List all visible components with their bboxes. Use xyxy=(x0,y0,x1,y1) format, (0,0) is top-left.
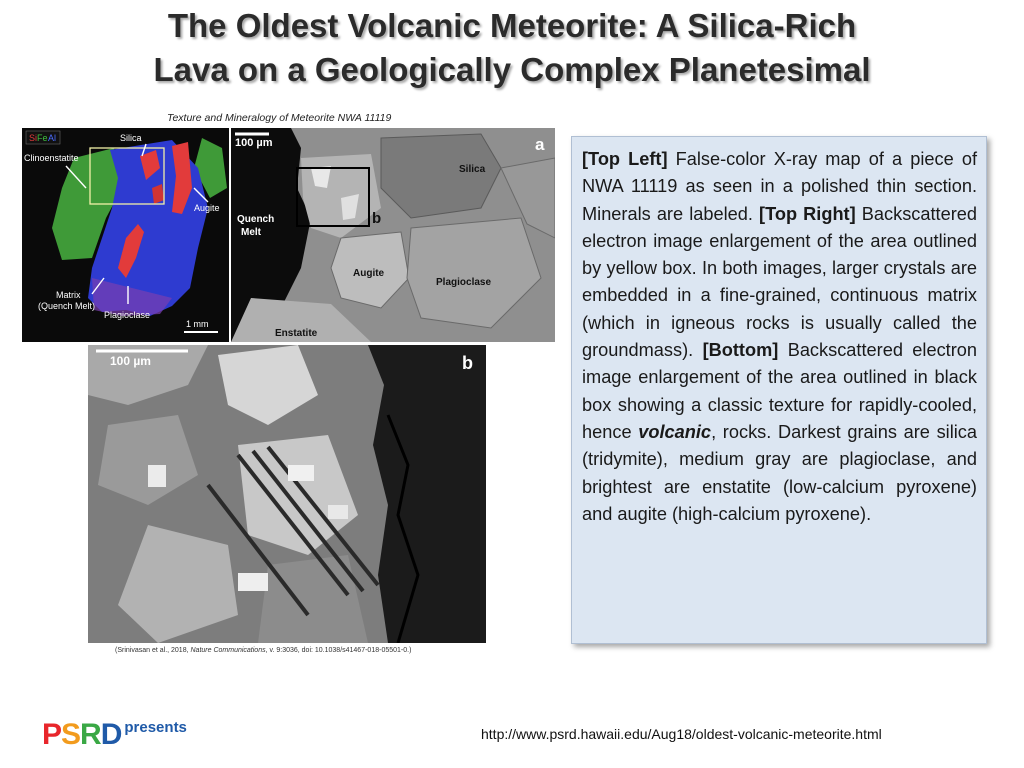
citation-journal: Nature Communications xyxy=(190,647,266,654)
legend-al: Al xyxy=(48,133,57,143)
legend-si: Si xyxy=(29,133,38,143)
description-text xyxy=(582,146,977,528)
title-line-1: The Oldest Volcanic Meteorite: A Silica-Rich xyxy=(167,7,857,44)
logo-letter-r: R xyxy=(80,718,101,751)
panel-letter-b: b xyxy=(462,353,473,373)
bse-enlargement-image xyxy=(231,128,555,342)
label-silica: Silica xyxy=(120,133,142,143)
psrd-logo[interactable] xyxy=(42,718,187,752)
label-melt: Melt xyxy=(241,227,261,238)
label-plagioclase-bse: Plagioclase xyxy=(436,277,492,288)
scale-bar-1mm: 1 mm xyxy=(186,319,209,329)
label-augite-bse: Augite xyxy=(353,268,385,279)
bse-detail-image xyxy=(88,345,486,643)
xray-map-image xyxy=(22,128,229,342)
title-line-2: Lava on a Geologically Complex Planetesimal xyxy=(153,51,871,88)
legend-fe: Fe xyxy=(37,133,48,143)
description-box xyxy=(571,136,987,644)
logo-letter-d: D xyxy=(100,718,122,751)
label-b-marker: b xyxy=(372,210,382,227)
label-quench: Quench xyxy=(237,214,275,225)
scale-bar-100um-a: 100 µm xyxy=(235,137,273,149)
citation-prefix: (Srinivasan et al., 2018, xyxy=(115,647,191,654)
figure-caption: Texture and Mineralogy of Meteorite NWA 11119 xyxy=(167,112,392,124)
description-part-4: , rocks. Darkest grains are silica (tridymite), medium gray are plagioclase, and brightest are enstatite (low-calcium pyroxene) and augite (high-calcium pyroxene). xyxy=(582,421,978,524)
description-part-1: False-color X-ray map of a piece of NWA 11119 as seen in a polished thin section. Minerals are labeled. xyxy=(582,149,978,224)
scale-bar-100um-b: 100 µm xyxy=(110,354,151,368)
citation-suffix: , v. 9:3036, doi: 10.1038/s41467-018-05501-0.) xyxy=(265,647,412,654)
panel-letter-a: a xyxy=(535,135,545,154)
bse-detail-panel xyxy=(88,345,486,643)
label-matrix: Matrix xyxy=(56,290,81,300)
xray-map-panel xyxy=(22,128,229,342)
tag-bottom: [Bottom] xyxy=(702,340,779,361)
emphasis-volcanic: volcanic xyxy=(638,421,712,442)
slide-title xyxy=(0,4,1024,92)
description-part-2: Backscattered electron image enlargement of the area outlined by yellow box. In both images, larger crystals are embedded in a fine-grained, continuous matrix (which in igneous rocks is usually called the groundmass). xyxy=(582,203,978,361)
logo-presents: presents xyxy=(124,719,187,736)
tag-top-left: [Top Left] xyxy=(582,149,668,169)
label-clinoenstatite: Clinoenstatite xyxy=(24,153,79,163)
description-part-3: Backscattered electron image enlargement of the area outlined in black box showing a classic texture for rapidly-cooled, hence xyxy=(582,340,977,442)
logo-letter-p: P xyxy=(42,718,62,751)
label-augite-a: Augite xyxy=(194,203,220,213)
figure-citation xyxy=(115,647,411,654)
source-url-link[interactable]: http://www.psrd.hawaii.edu/Aug18/oldest-volcanic-meteorite.html xyxy=(481,726,882,742)
bse-enlargement-panel xyxy=(231,128,555,342)
label-silica-bse: Silica xyxy=(459,164,486,175)
label-plagioclase-a: Plagioclase xyxy=(104,310,151,320)
tag-top-right: [Top Right] xyxy=(759,203,856,224)
label-quench-melt: (Quench Melt) xyxy=(38,301,96,311)
label-enstatite: Enstatite xyxy=(275,328,318,339)
logo-letter-s: S xyxy=(61,718,81,751)
